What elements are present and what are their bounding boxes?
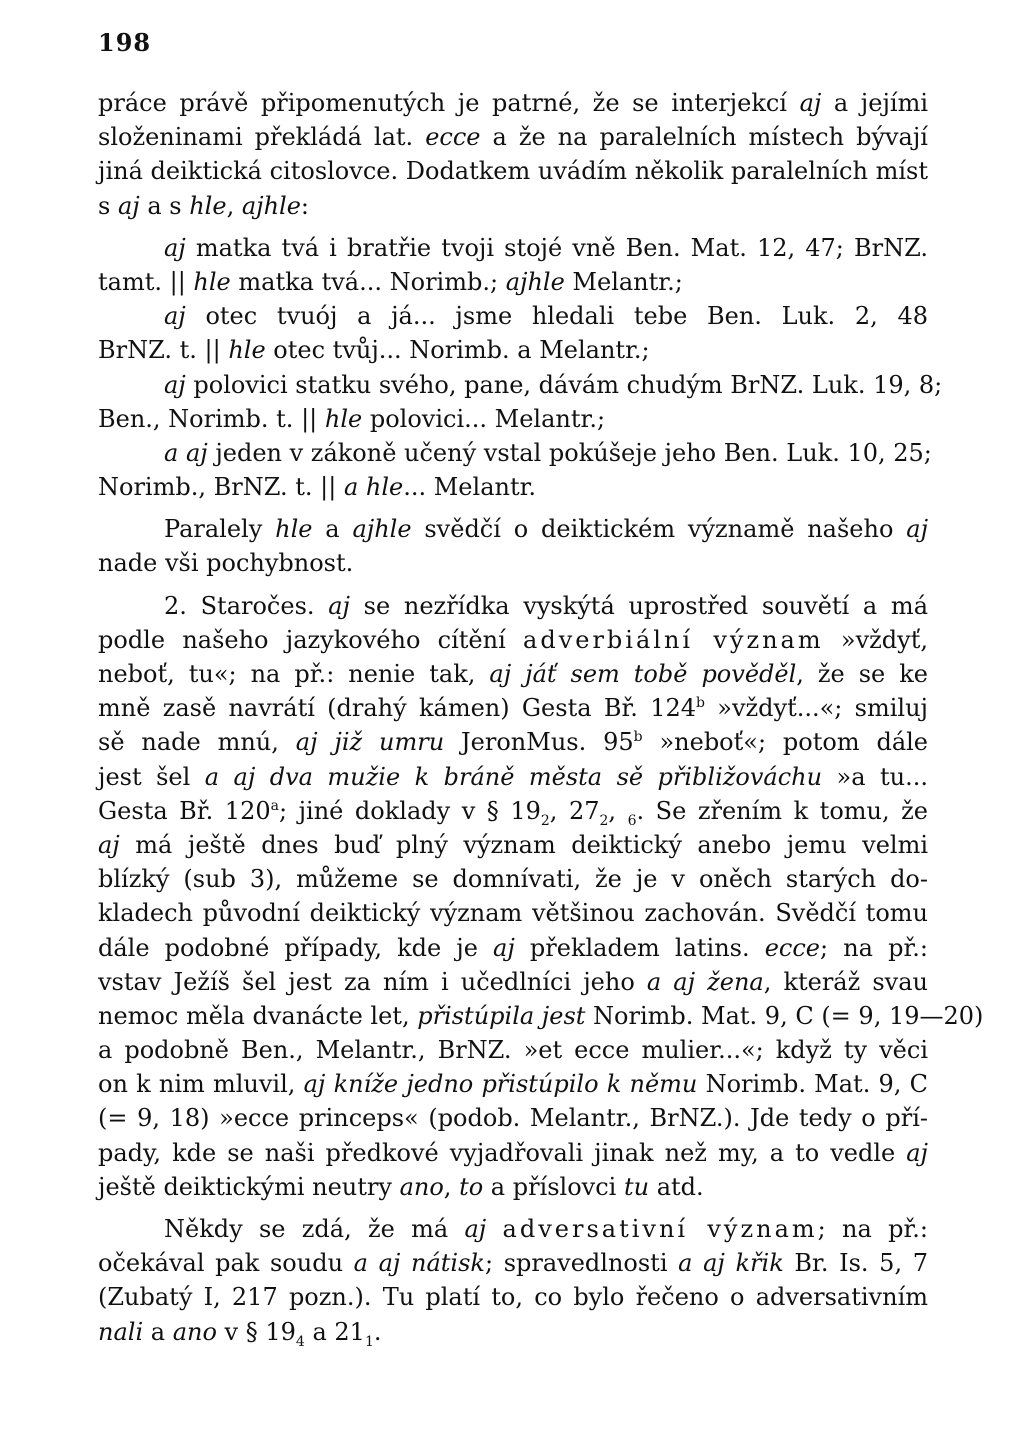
- text-line: nade vši pochybnost.: [98, 549, 354, 578]
- text-line: aj matka tvá i bratřie tvoji stojé vně Ben. Mat. 12, 47; BrNZ.: [164, 233, 928, 262]
- text-line: Ben., Norimb. t. || hle polovici... Melantr.;: [98, 404, 606, 433]
- paragraph-gap: [98, 1204, 928, 1212]
- text-line: podle našeho jazykového cítění adverbiální význam »vždyť,: [98, 625, 928, 654]
- text-line: BrNZ. t. || hle otec tvůj... Norimb. a Melantr.;: [98, 336, 650, 365]
- text-line: Norimb., BrNZ. t. || a hle... Melantr.: [98, 473, 537, 502]
- text-line: jiná deiktická citoslovce. Dodatkem uvádím několik paralelních míst: [98, 157, 928, 186]
- text-line: sě nade mnú, aj již umru JeronMus. 95$^b$ »neboť«; potom dále: [98, 728, 929, 757]
- text-line: vstav Ježíš šel jest za ním i učedlníci jeho a aj žena, kteráž svau: [98, 967, 928, 996]
- text-line: pady, kde se naši předkové vyjadřovali jinak než my, a to vedle aj: [98, 1138, 928, 1167]
- text-line: mně zasě navrátí (drahý kámen) Gesta Bř. 124$^b$ »vždyť...«; smiluj: [98, 694, 928, 723]
- text-line: očekával pak soudu a aj nátisk; spravedlnosti a aj křik Br. Is. 5, 7: [98, 1249, 928, 1278]
- text-line: Někdy se zdá, že má aj adversativní význam; na př.:: [164, 1215, 928, 1243]
- text-line: tamt. || hle matka tvá... Norimb.; ajhle Melantr.;: [98, 267, 683, 296]
- text-line: kladech původní deiktický význam většinou zachován. Svědčí tomu: [98, 899, 928, 928]
- text-line: s aj a s hle, ajhle:: [98, 191, 310, 220]
- paragraph-gap: [98, 223, 928, 231]
- text-line: a aj jeden v zákoně učený vstal pokúšeje jeho Ben. Luk. 10, 25;: [164, 438, 932, 467]
- paragraph-gap: [98, 504, 928, 512]
- text-line: on k nim mluvil, aj kníže jedno přistúpilo k němu Norimb. Mat. 9, C: [98, 1070, 929, 1099]
- text-line: dále podobné případy, kde je aj překladem latins. ecce; na př.:: [98, 933, 928, 962]
- text-line: nemoc měla dvanácte let, přistúpila jest Norimb. Mat. 9, C (= 9, 19—20): [98, 1001, 984, 1030]
- text-line: práce právě připomenutých je patrné, že se interjekcí aj a jejími: [98, 89, 928, 117]
- page-number: 198: [98, 28, 152, 57]
- text-line: nali a ano v § $19_4$ a $21_1$.: [98, 1317, 382, 1350]
- text-line: 2. Staročes. aj se nezřídka vyskýtá uprostřed souvětí a má: [164, 591, 929, 620]
- text-line: složeninami překládá lat. ecce a že na paralelních místech bývají: [98, 123, 928, 152]
- text-line: ještě deiktickými neutry ano, to a příslovci tu atd.: [98, 1172, 704, 1201]
- text-line: Paralely hle a ajhle svědčí o deiktickém významě našeho aj: [164, 515, 929, 544]
- text-line: aj polovici statku svého, pane, dávám chudým BrNZ. Luk. 19, 8;: [164, 370, 943, 399]
- text-line: a podobně Ben., Melantr., BrNZ. »et ecce mulier...«; když ty věci: [98, 1036, 928, 1065]
- paragraph-gap: [98, 581, 928, 589]
- text-line: aj otec tvuój a já... jsme hledali tebe Ben. Luk. 2, 48: [164, 302, 928, 331]
- text-line: jest šel a aj dva mužie k bráně města sě přibližováchu »a tu...: [98, 762, 928, 791]
- text-line: (= 9, 18) »ecce princeps« (podob. Melantr., BrNZ.). Jde tedy o pří-: [98, 1104, 928, 1133]
- text-line: aj má ještě dnes buď plný význam deiktický anebo jemu velmi: [98, 830, 928, 859]
- body-text: [98, 86, 984, 1350]
- text-line: blízký (sub 3), můžeme se domnívati, že je v oněch starých do-: [98, 865, 928, 894]
- text-line: Gesta Bř. 120$^a$; jiné doklady v § $19_2$, $27_2$, $_6$. Se zřením k tomu, že: [98, 796, 928, 829]
- text-line: (Zubatý I, 217 pozn.). Tu platí to, co bylo řečeno o adversativním: [98, 1283, 928, 1312]
- text-line: neboť, tu«; na př.: nenie tak, aj jáť sem tobě pověděl, že se ke: [98, 660, 928, 688]
